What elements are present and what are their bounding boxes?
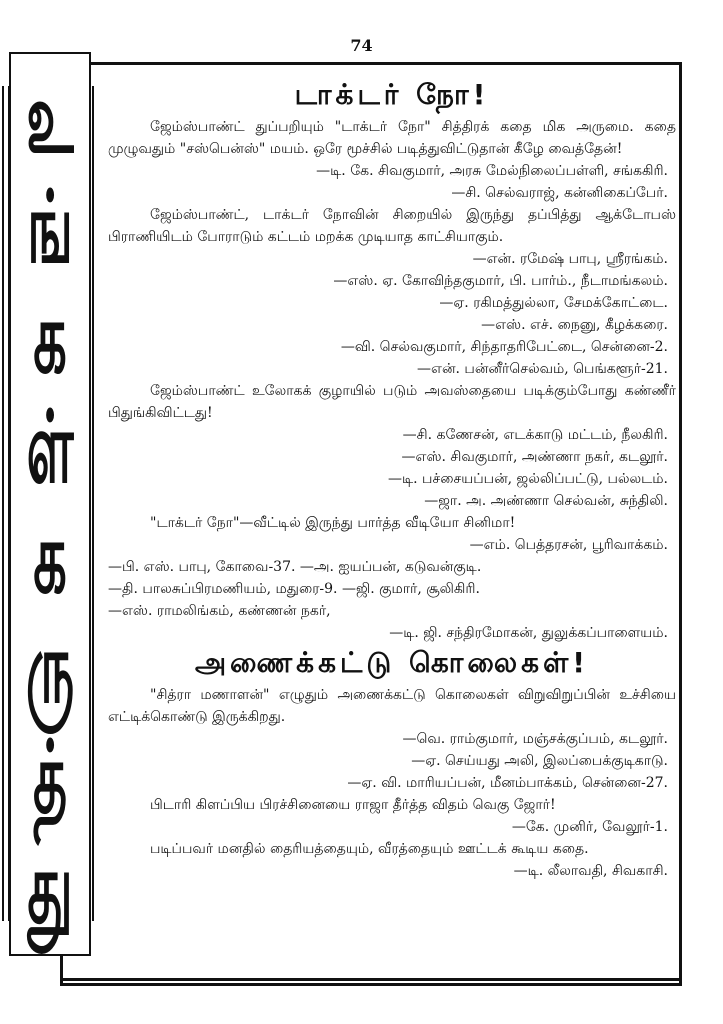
letter-text: ஜேம்ஸ்பாண்ட் உலோகக் குழாயில் படும் அவஸ்தையை படிக்கும்போது கண்ணீர் பிதுங்கிவிட்டது! — [108, 383, 676, 421]
reader-credit: —என். ரமேஷ் பாபு, ஸ்ரீரங்கம். — [472, 251, 668, 267]
side-title-char: ங் — [27, 171, 73, 286]
section-heading-dam-murders: அணைக்கட்டு கொலைகள்! — [194, 646, 590, 679]
reader-credit: —வெ. ராம்குமார், மஞ்சக்குப்பம், கடலூர். — [402, 731, 668, 747]
reader-credit: —ஏ. ரகிமத்துல்லா, சேமக்கோட்டை. — [439, 295, 668, 311]
reader-credit: —எஸ். ஏ. கோவிந்தகுமார், பி. பார்ம்., நீடாமங்கலம். — [333, 273, 668, 289]
side-title-char: உ — [26, 61, 74, 176]
reader-credit: —எஸ். எச். நைனு, கீழக்கரை. — [481, 317, 668, 333]
reader-credit: —எம். பெத்தரசன், பூரிவாக்கம். — [469, 537, 668, 553]
reader-credit: —வி. செல்வகுமார், சிந்தாதரிபேட்டை, சென்னை-2. — [340, 339, 668, 355]
side-title-char: ள் — [26, 391, 74, 506]
reader-credit: —கே. முனிர், வேலூர்-1. — [511, 819, 668, 835]
side-banner — [2, 61, 98, 946]
letters-content — [108, 80, 676, 975]
section-dam-murders — [108, 684, 676, 882]
letter-text: "சித்ரா மணாளன்" எழுதும் அணைக்கட்டு கொலைகள் விறுவிறுப்பின் உச்சியை எட்டிக்கொண்டு இருக்கிறது. — [108, 687, 676, 725]
reader-credit: —எஸ். ராமலிங்கம், கண்ணன் நகர், — [108, 603, 331, 619]
side-title-char: ரு — [25, 611, 75, 726]
section-heading-doctor-no: டாக்டர் நோ! — [294, 78, 490, 111]
letter-text: ஜேம்ஸ்பாண்ட், டாக்டர் நோவின் சிறையில் இருந்து தப்பித்து ஆக்டோபஸ் பிராணியிடம் போராடும் கட்டம் மறக்க முடியாத காட்சியாகும். — [108, 207, 676, 245]
reader-credit: —சி. செல்வராஜ், கன்னிகைப்பேர். — [451, 185, 668, 201]
letter-text: "டாக்டர் நோ"—வீட்டில் இருந்து பார்த்த வீடியோ சினிமா! — [150, 515, 516, 531]
reader-credit: —ஏ. செய்யது அலி, இலப்பைக்குடிகாடு. — [411, 753, 668, 769]
side-title-char: த் — [33, 721, 67, 836]
reader-credit: —பி. எஸ். பாபு, கோவை-37. —அ. ஐயப்பன், கடுவன்குடி. — [108, 559, 482, 575]
reader-credit: —ஜா. அ. அண்ணா செல்வன், சுந்திலி. — [424, 493, 668, 509]
page-number: 74 — [350, 36, 373, 55]
reader-credit: —சி. கணேசன், எடக்காடு மட்டம், நீலகிரி. — [402, 427, 668, 443]
letter-text: ஜேம்ஸ்பாண்ட் துப்பறியும் "டாக்டர் நோ" சித்திரக் கதை மிக அருமை. கதை முழுவதும் "சஸ்பென்ஸ்" மயம். ஒரே மூச்சில் படித்துவிட்டுதான் கீழே வைத்தேன்! — [108, 119, 676, 157]
side-title-char: க — [33, 501, 67, 616]
side-title-char: க — [33, 281, 67, 396]
reader-credit: —டி. பச்சையப்பன், ஜல்லிப்பட்டு, பல்லடம். — [388, 471, 668, 487]
reader-credit: —ஏ. வி. மாரியப்பன், மீனம்பாக்கம், சென்னை-27. — [347, 775, 668, 791]
letter-text: பிடாரி கிளப்பிய பிரச்சினையை ராஜா தீர்த்த விதம் வெகு ஜோர்! — [150, 797, 556, 813]
side-title-char: து — [27, 831, 73, 946]
reader-credit: —டி. கே. சிவகுமார், அரசு மேல்நிலைப்பள்ளி, சங்ககிரி. — [316, 163, 668, 179]
letter-text: படிப்பவர் மனதில் தைரியத்தையும், வீரத்தையும் ஊட்டக் கூடிய கதை. — [150, 841, 589, 857]
reader-credit: —டி. லீலாவதி, சிவகாசி. — [513, 863, 668, 879]
bottom-rule — [60, 978, 682, 981]
reader-credit: —டி. ஜி. சந்திரமோகன், துலுக்கப்பாளையம். — [389, 625, 668, 641]
reader-credit: —தி. பாலசுப்பிரமணியம், மதுரை-9. —ஜி. குமார், சூலிகிரி. — [108, 581, 480, 597]
section-doctor-no — [108, 116, 676, 644]
side-title — [9, 52, 91, 956]
reader-credit: —எஸ். சிவகுமார், அண்ணா நகர், கடலூர். — [401, 449, 668, 465]
reader-credit: —என். பன்னீர்செல்வம், பெங்களூர்-21. — [417, 361, 668, 377]
